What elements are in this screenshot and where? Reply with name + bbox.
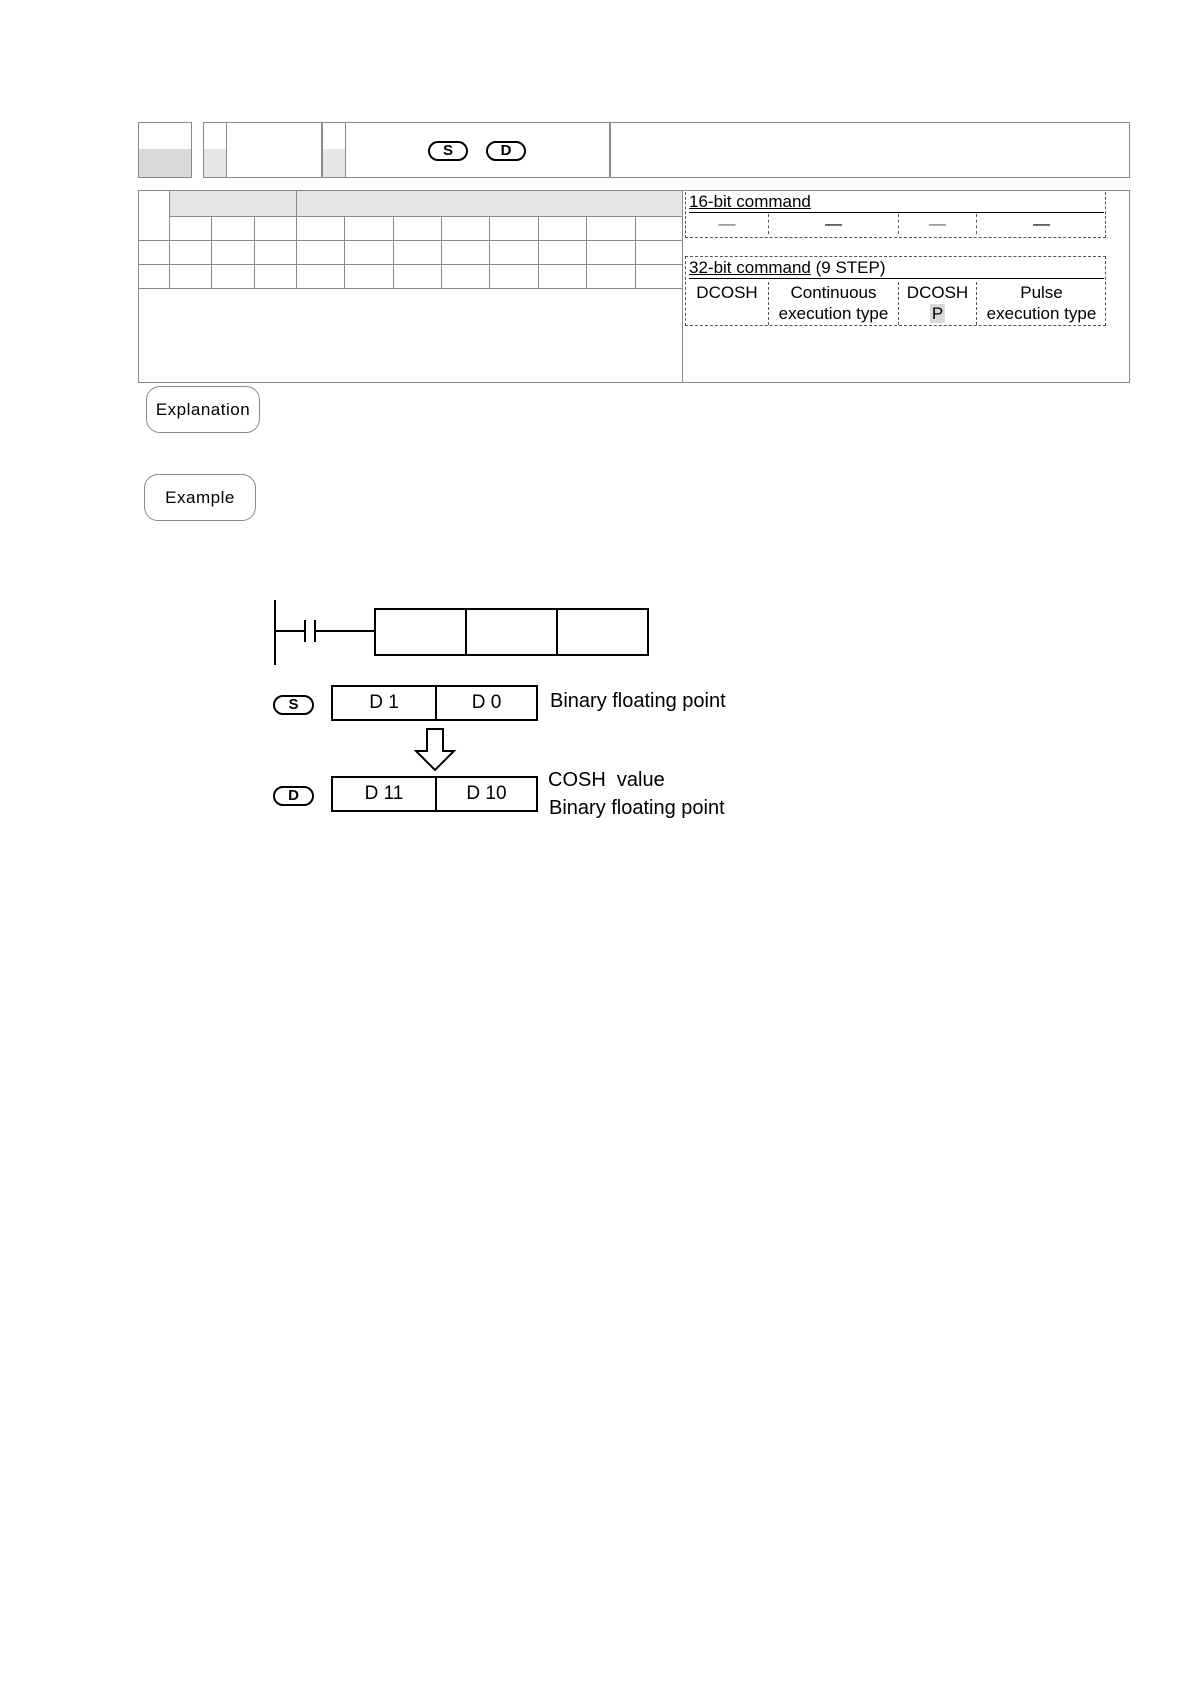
destination-caption-line2: Binary floating point bbox=[549, 797, 725, 819]
command-32bit-cell-4: Pulse execution type bbox=[976, 282, 1106, 325]
operand-badge-d: D bbox=[486, 141, 526, 161]
word-device-header bbox=[296, 191, 682, 217]
example-button[interactable]: Example bbox=[144, 474, 256, 521]
command-16bit-cell-2: — bbox=[768, 214, 898, 234]
header-api-number-shade bbox=[139, 149, 191, 177]
bit-device-header bbox=[169, 191, 296, 217]
header-mnemonic-flag-d bbox=[204, 149, 226, 177]
operand-table-divider bbox=[682, 190, 683, 383]
header-mnemonic-divider bbox=[226, 123, 227, 177]
header-operands-cell bbox=[322, 122, 610, 178]
command-32bit-cell-2: Continuous execution type bbox=[768, 282, 898, 325]
command-32bit-cell-3: DCOSH P bbox=[898, 282, 976, 325]
command-32bit-title: 32-bit command (9 STEP) bbox=[689, 258, 1104, 279]
header-operands-divider bbox=[345, 123, 346, 177]
command-16bit-title: 16-bit command bbox=[689, 192, 1104, 213]
explanation-button[interactable]: Explanation bbox=[146, 386, 260, 433]
command-16bit-cell-1: — bbox=[718, 214, 736, 233]
command-16bit-box bbox=[685, 192, 1106, 238]
command-32bit-box bbox=[685, 256, 1106, 326]
operand-device-grid bbox=[138, 190, 683, 289]
ladder-diagram bbox=[260, 595, 660, 670]
destination-register-high: D 11 bbox=[333, 778, 437, 810]
ladder-instruction-box-1 bbox=[375, 609, 466, 655]
down-arrow-icon bbox=[410, 727, 460, 773]
command-32bit-cell-1: DCOSH bbox=[696, 283, 758, 302]
header-api-number-cell bbox=[138, 122, 192, 178]
source-operand-badge: S bbox=[273, 695, 314, 715]
destination-operand-badge: D bbox=[273, 786, 314, 806]
command-16bit-cell-3: — bbox=[898, 214, 976, 234]
source-caption: Binary floating point bbox=[550, 690, 726, 712]
header-function-cell bbox=[610, 122, 1130, 178]
ladder-instruction-box-2 bbox=[466, 609, 557, 655]
source-register-low: D 0 bbox=[471, 692, 502, 713]
command-16bit-cell-4: — bbox=[976, 214, 1106, 234]
operand-row-d bbox=[139, 265, 683, 289]
operand-badge-s: S bbox=[428, 141, 468, 161]
source-register-group bbox=[331, 685, 538, 721]
destination-register-group bbox=[331, 776, 538, 812]
source-register-high: D 1 bbox=[333, 687, 437, 719]
header-mnemonic-cell bbox=[203, 122, 322, 178]
destination-register-low: D 10 bbox=[466, 783, 507, 804]
ladder-instruction-box-3 bbox=[557, 609, 648, 655]
header-operands-flag-p bbox=[323, 149, 345, 177]
destination-caption-line1: COSH value bbox=[548, 769, 665, 791]
operand-row-s bbox=[139, 241, 683, 265]
